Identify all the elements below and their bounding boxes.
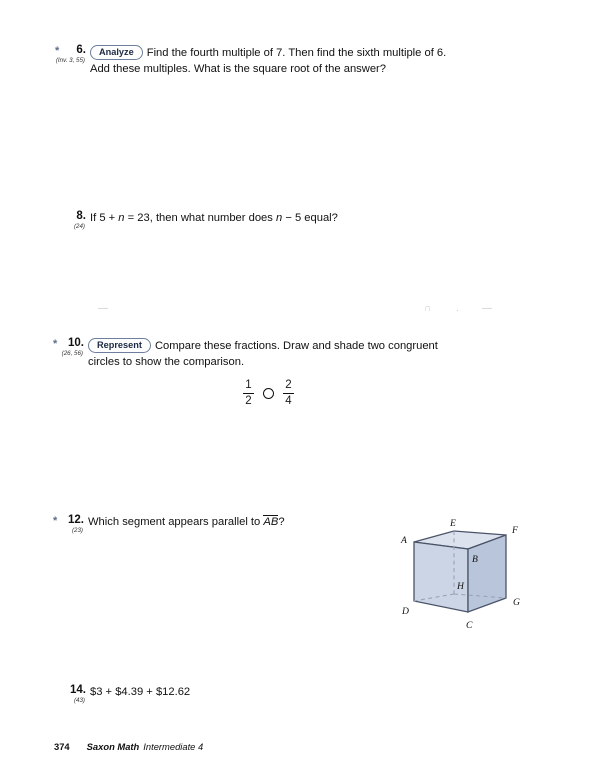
problem-12-number: 12. bbox=[68, 514, 84, 526]
fraction-left-denominator: 2 bbox=[245, 395, 252, 407]
problem-8-number: 8. bbox=[76, 210, 86, 222]
problem-14-reference: (43) bbox=[73, 697, 85, 704]
problem-10-body bbox=[88, 337, 438, 370]
fraction-left-numerator: 1 bbox=[245, 379, 252, 391]
problem-14-body: $3 + $4.39 + $12.62 bbox=[90, 686, 191, 698]
problem-12-number-column bbox=[50, 514, 88, 535]
fraction-right bbox=[283, 380, 294, 407]
problem-10-number-column bbox=[50, 337, 88, 358]
problem-6-reference: (Inv. 3, 55) bbox=[55, 57, 85, 64]
problem-6 bbox=[52, 44, 482, 77]
cube-vertex-label-b: B bbox=[472, 554, 478, 565]
problem-6-number-column bbox=[52, 44, 90, 65]
problem-12-text-a: Which segment appears parallel to bbox=[88, 516, 264, 528]
problem-10-line-1: Compare these fractions. Draw and shade two congruent bbox=[154, 340, 438, 352]
problem-8-number-column bbox=[52, 210, 90, 231]
cube-vertex-label-c: C bbox=[466, 620, 473, 631]
problem-8-body bbox=[90, 210, 338, 227]
problem-14-number: 14. bbox=[70, 684, 86, 696]
cube-vertex-label-g: G bbox=[513, 597, 520, 608]
scan-artifact-4: — bbox=[482, 303, 492, 314]
scan-artifact-1: — bbox=[98, 303, 108, 314]
problem-12-body bbox=[88, 514, 285, 531]
problem-6-pill-analyze: Analyze bbox=[90, 45, 143, 60]
problem-8-text-a: If 5 + bbox=[90, 212, 119, 224]
problem-6-line-2: Add these multiples. What is the square root of the answer? bbox=[90, 62, 387, 75]
problem-8-reference: (24) bbox=[73, 223, 85, 230]
problem-10-number: 10. bbox=[68, 337, 84, 349]
problem-12-text-b: ? bbox=[278, 516, 285, 528]
cube-vertex-label-d: D bbox=[402, 606, 409, 617]
cube-figure bbox=[396, 511, 538, 633]
problem-12-segment-ab: AB bbox=[263, 516, 279, 528]
fraction-left bbox=[243, 380, 254, 407]
cube-vertex-label-h: H bbox=[457, 581, 464, 592]
cube-front-face bbox=[414, 542, 468, 612]
problem-8-variable-n-second: n bbox=[275, 212, 283, 224]
book-title: Saxon Math bbox=[86, 741, 140, 752]
problem-6-line-1: Find the fourth multiple of 7. Then find the sixth multiple of 6. bbox=[146, 47, 447, 59]
cube-vertex-label-f: F bbox=[512, 525, 518, 536]
problem-14-number-column bbox=[52, 684, 90, 705]
problem-10-reference: (26, 56) bbox=[61, 350, 83, 357]
problem-12 bbox=[50, 514, 380, 535]
book-subtitle: Intermediate 4 bbox=[143, 741, 204, 752]
problem-10-star-icon: * bbox=[53, 338, 58, 350]
scan-artifact-2: ∩ bbox=[424, 303, 432, 314]
page-number: 374 bbox=[54, 741, 70, 752]
cube-vertex-label-e: E bbox=[450, 518, 456, 529]
problem-6-star-icon: * bbox=[55, 45, 60, 57]
page-footer bbox=[54, 741, 203, 752]
fraction-comparison bbox=[243, 380, 294, 407]
fraction-right-denominator: 4 bbox=[285, 395, 292, 407]
cube-vertex-label-a: A bbox=[401, 535, 407, 546]
scan-artifact-3: . bbox=[456, 303, 459, 314]
problem-14 bbox=[52, 684, 352, 705]
fraction-right-numerator: 2 bbox=[285, 379, 292, 391]
problem-8-text-b: = 23, then what number does bbox=[124, 212, 276, 224]
problem-10 bbox=[50, 337, 480, 370]
cube-right-face bbox=[468, 535, 506, 612]
comparison-circle-icon[interactable] bbox=[263, 388, 274, 399]
problem-8-variable-n-first: n bbox=[118, 212, 125, 224]
problem-8 bbox=[52, 210, 452, 231]
problem-12-star-icon: * bbox=[53, 515, 58, 527]
problem-8-text-c: − 5 equal? bbox=[282, 212, 338, 224]
problem-12-reference: (23) bbox=[71, 527, 83, 534]
problem-6-body bbox=[90, 44, 446, 77]
fraction-left-bar bbox=[243, 393, 254, 394]
problem-10-line-2: circles to show the comparison. bbox=[88, 355, 245, 368]
problem-10-pill-represent: Represent bbox=[88, 338, 151, 353]
problem-6-number: 6. bbox=[76, 44, 86, 56]
fraction-right-bar bbox=[283, 393, 294, 394]
